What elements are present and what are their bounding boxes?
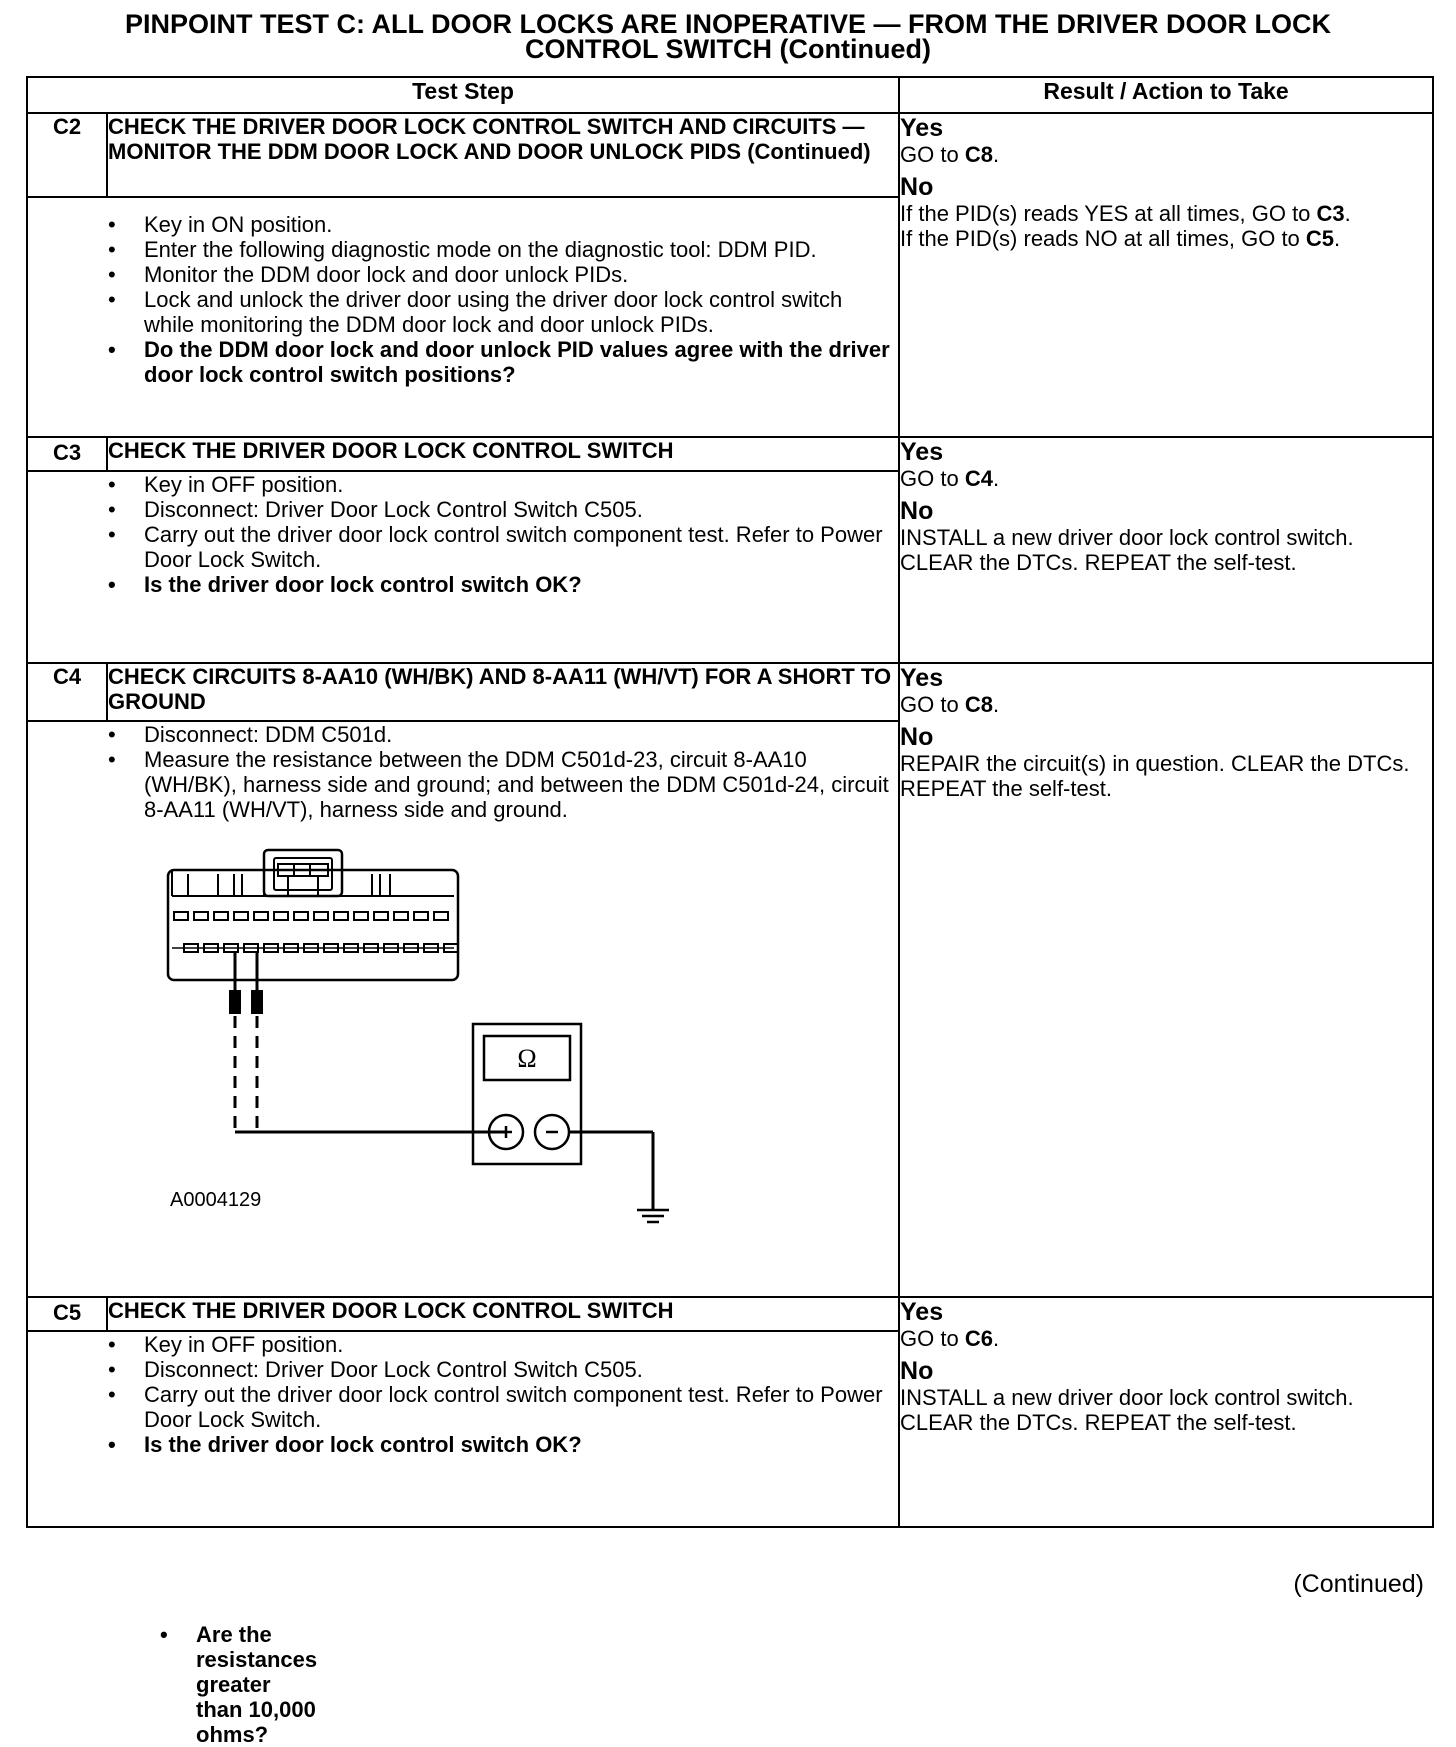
step-c2-id: C2	[27, 113, 107, 197]
step-c5-question: • Is the driver door lock control switch OK?	[108, 1432, 898, 1457]
step-c4-result	[899, 663, 1433, 1297]
step-c2-bullets	[108, 212, 898, 387]
pinpoint-test-table	[26, 76, 1434, 1747]
table-header-row	[27, 77, 1433, 113]
step-c3-yes-action: GO to C4.	[900, 466, 1000, 491]
step-c5-yes-action: GO to C6.	[900, 1326, 1000, 1351]
step-c5-title: CHECK THE DRIVER DOOR LOCK CONTROL SWITCH	[107, 1297, 899, 1331]
list-item: • Key in ON position.	[108, 212, 898, 237]
step-c3-title: CHECK THE DRIVER DOOR LOCK CONTROL SWITCH	[107, 437, 899, 471]
step-c2-no-action-1: If the PID(s) reads YES at all times, GO to C3.	[900, 201, 1351, 226]
ground-icon	[637, 1210, 669, 1222]
step-c3-title-row	[27, 437, 1433, 471]
step-c2-title: CHECK THE DRIVER DOOR LOCK CONTROL SWITCH AND CIRCUITS — MONITOR THE DDM DOOR LOCK AND DOOR UNLOCK PIDS (Continued)	[107, 113, 899, 197]
list-item: • Enter the following diagnostic mode on the diagnostic tool: DDM PID.	[108, 237, 898, 262]
pin-row-top	[174, 912, 448, 920]
step-c2-result	[899, 113, 1433, 437]
step-c5-body	[27, 1331, 899, 1527]
step-c3-bullets	[108, 472, 898, 597]
step-c2-yes-label: Yes	[900, 114, 944, 142]
step-c5-no-action: INSTALL a new driver door lock control switch. CLEAR the DTCs. REPEAT the self-test.	[900, 1385, 1354, 1435]
step-c3-id: C3	[27, 437, 107, 471]
test-lead-lines	[235, 1016, 653, 1210]
step-c2-question: • Do the DDM door lock and door unlock PID values agree with the driver door lock control switch positions?	[108, 337, 898, 387]
step-c2-no-label: No	[900, 173, 934, 201]
list-item: • Disconnect: Driver Door Lock Control Switch C505.	[108, 497, 898, 522]
step-c4-title-row	[27, 663, 1433, 721]
step-c4-no-action: REPAIR the circuit(s) in question. CLEAR the DTCs. REPEAT the self-test.	[900, 751, 1410, 801]
step-c5-result	[899, 1297, 1433, 1527]
step-c5-id: C5	[27, 1297, 107, 1331]
page-title-line1: PINPOINT TEST C: ALL DOOR LOCKS ARE INOPERATIVE — FROM THE DRIVER DOOR LOCK	[124, 9, 1332, 39]
list-item: • Key in OFF position.	[108, 472, 898, 497]
step-c3-question: • Is the driver door lock control switch OK?	[108, 572, 898, 597]
step-c2-body	[27, 197, 899, 437]
step-c4-title: CHECK CIRCUITS 8-AA10 (WH/BK) AND 8-AA11 (WH/VT) FOR A SHORT TO GROUND	[107, 663, 899, 721]
continued-label: (Continued)	[1293, 1570, 1424, 1598]
list-item: • Carry out the driver door lock control switch component test. Refer to Power Door Lock Switch.	[108, 522, 898, 572]
page-title	[0, 9, 1456, 64]
list-item: • Carry out the driver door lock control switch component test. Refer to Power Door Lock Switch.	[108, 1382, 898, 1432]
step-c4-question: • Are the resistances greater than 10,000 ohms?	[160, 1622, 317, 1747]
step-c3-no-label: No	[900, 497, 934, 525]
list-item: • Monitor the DDM door lock and door unlock PIDs.	[108, 262, 898, 287]
step-c4-bullets	[108, 722, 898, 822]
page-title-line2: CONTROL SWITCH (Continued)	[525, 34, 931, 64]
step-c2-no-action-2: If the PID(s) reads NO at all times, GO to C5.	[900, 226, 1341, 251]
step-c5-title-row	[27, 1297, 1433, 1331]
step-c4-id: C4	[27, 663, 107, 721]
list-item: • Disconnect: Driver Door Lock Control Switch C505.	[108, 1357, 898, 1382]
step-c2-title-row	[27, 113, 1433, 197]
step-c3-yes-label: Yes	[900, 438, 944, 466]
col-test-step-header: Test Step	[27, 77, 899, 113]
probe-icon	[229, 952, 263, 1014]
step-c5-yes-label: Yes	[900, 1298, 944, 1326]
figure-code: A0004129	[170, 1189, 262, 1211]
list-item: • Lock and unlock the driver door using the driver door lock control switch while monitoring the DDM door lock and door unlock PIDs.	[108, 287, 898, 337]
step-c3-body	[27, 471, 899, 663]
step-c5-no-label: No	[900, 1357, 934, 1385]
step-c5-bullets	[108, 1332, 898, 1457]
step-c3-no-action: INSTALL a new driver door lock control switch. CLEAR the DTCs. REPEAT the self-test.	[900, 525, 1354, 575]
step-c2-yes-action: GO to C8.	[900, 142, 1000, 167]
ohm-symbol: Ω	[517, 1044, 537, 1073]
list-item: • Measure the resistance between the DDM C501d-23, circuit 8-AA10 (WH/BK), harness side and ground; and between the DDM C501d-24, circuit 8-AA11 (WH/VT), harness side and ground.	[108, 747, 898, 822]
list-item: • Key in OFF position.	[108, 1332, 898, 1357]
step-c4-yes-action: GO to C8.	[900, 692, 1000, 717]
list-item: • Disconnect: DDM C501d.	[108, 722, 898, 747]
step-c3-result	[899, 437, 1433, 663]
ohmmeter-diagram	[128, 822, 708, 1242]
col-result-header: Result / Action to Take	[899, 77, 1433, 113]
step-c4-no-label: No	[900, 723, 934, 751]
step-c4-yes-label: Yes	[900, 664, 944, 692]
